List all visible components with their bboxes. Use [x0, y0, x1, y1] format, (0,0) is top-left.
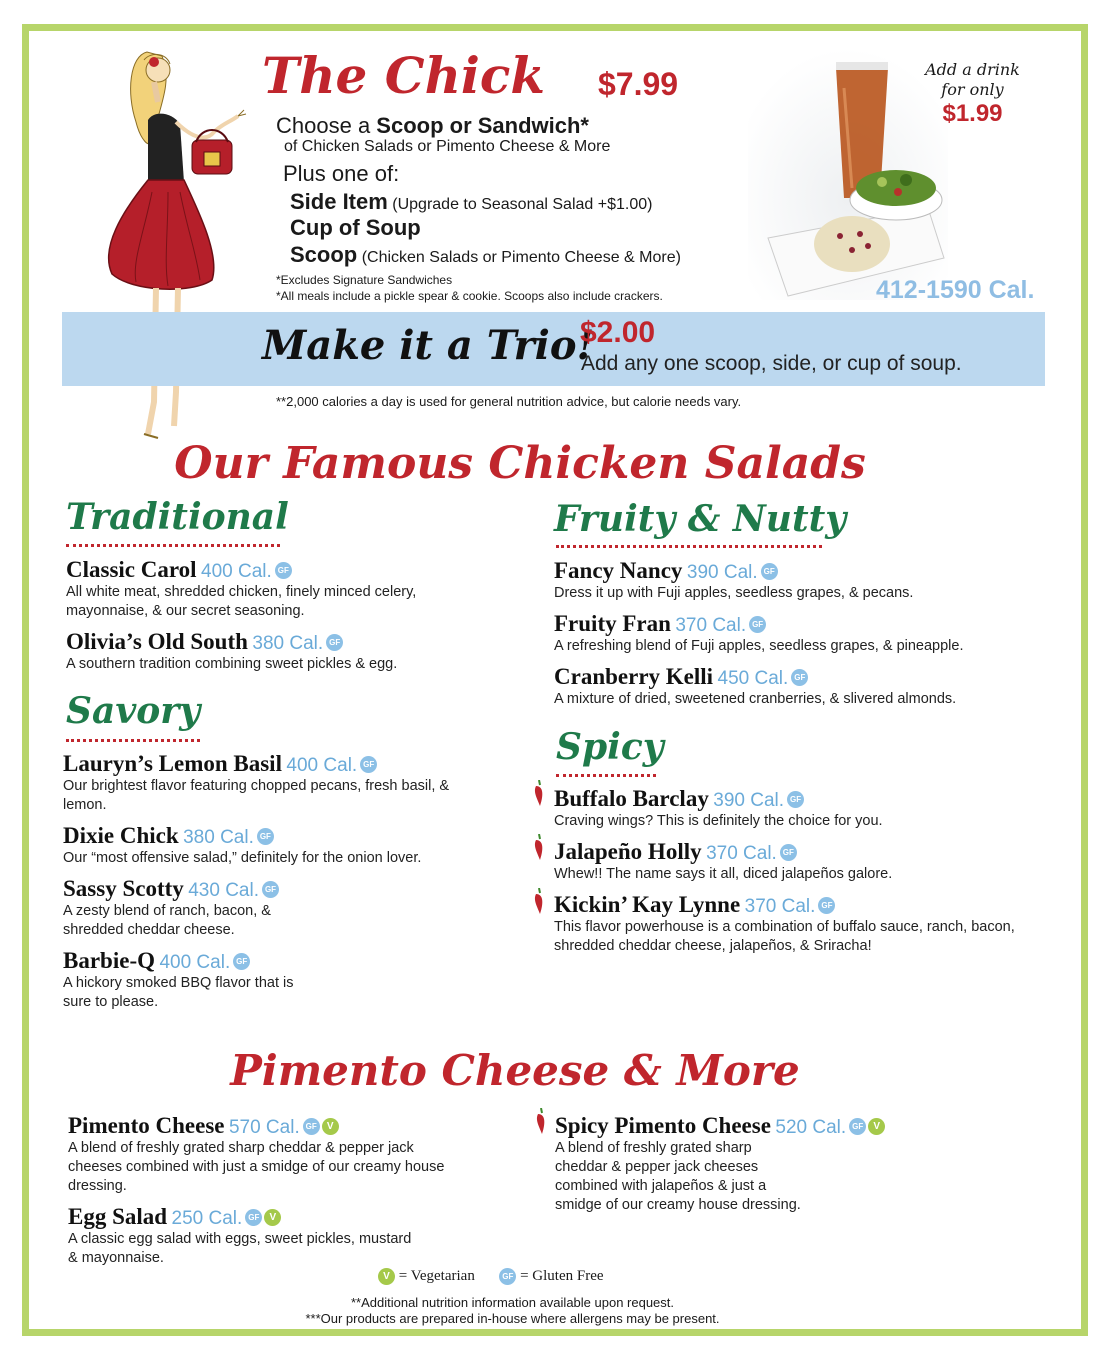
- choose-sub: of Chicken Salads or Pimento Cheese & More: [284, 138, 611, 155]
- item-name: Egg Salad: [68, 1204, 168, 1229]
- item-description: Craving wings? This is definitely the choice for you.: [554, 813, 883, 829]
- item-name: Lauryn’s Lemon Basil: [63, 751, 282, 776]
- item-fruity-fran: [554, 611, 1054, 656]
- calorie-note: **2,000 calories a day is used for general nutrition advice, but calorie needs vary.: [276, 394, 742, 409]
- gluten-free-icon: GF: [233, 953, 250, 970]
- gluten-free-icon: GF: [326, 634, 343, 651]
- item-name: Olivia’s Old South: [66, 629, 248, 654]
- item-fancy-nancy: [554, 558, 1054, 603]
- item-name: Dixie Chick: [63, 823, 179, 848]
- item-description: A zesty blend of ranch, bacon, & shredded cheddar cheese.: [63, 903, 271, 938]
- item-description: A blend of freshly grated sharp cheddar & pepper jack cheeses combined with just a smidge of our creamy house dressing.: [68, 1140, 445, 1194]
- footer: [0, 1295, 1025, 1327]
- combo-title: The Chick: [262, 46, 546, 105]
- trio-desc: Add any one scoop, side, or cup of soup.: [581, 352, 962, 375]
- item-name: Barbie-Q: [63, 948, 155, 973]
- option-name: Scoop: [290, 242, 358, 267]
- chili-pepper-icon: [533, 888, 545, 914]
- item-cranberry-kelli: [554, 664, 1054, 709]
- item-calories: 370 Cal.: [675, 615, 747, 636]
- footer-allergens: ***Our products are prepared in-house where allergens may be present.: [305, 1311, 720, 1326]
- trio-title: Make it a Trio!: [262, 322, 595, 369]
- option-note: (Upgrade to Seasonal Salad +$1.00): [392, 196, 653, 213]
- item-calories: 390 Cal.: [713, 790, 785, 811]
- item-dixie-chick: [63, 823, 513, 868]
- item-calories: 390 Cal.: [686, 562, 758, 583]
- legend-gluten-free: = Gluten Free: [520, 1268, 604, 1284]
- vegetarian-icon: V: [264, 1209, 281, 1226]
- item-calories: 380 Cal.: [252, 633, 324, 654]
- item-name: Classic Carol: [66, 557, 197, 582]
- item-name: Buffalo Barclay: [554, 786, 709, 811]
- gluten-free-icon: GF: [818, 897, 835, 914]
- trio-price: $2.00: [580, 316, 656, 349]
- option-name: Side Item: [290, 189, 388, 214]
- item-calories: 570 Cal.: [228, 1117, 300, 1138]
- savory-title: Savory: [66, 690, 201, 732]
- item-calories: 400 Cal.: [286, 755, 358, 776]
- chili-pepper-icon: [533, 834, 545, 860]
- item-name: Sassy Scotty: [63, 876, 184, 901]
- option-scoop: [290, 242, 681, 268]
- gluten-free-icon: GF: [257, 828, 274, 845]
- fruity-nutty-underline: [556, 545, 822, 548]
- item-description: A southern tradition combining sweet pickles & egg.: [66, 656, 398, 672]
- item-calories: 520 Cal.: [775, 1117, 847, 1138]
- gluten-free-icon: GF: [499, 1268, 516, 1285]
- combo-price: $7.99: [598, 66, 679, 102]
- item-sassy-scotty: [63, 876, 513, 940]
- legend-vegetarian: = Vegetarian: [398, 1268, 475, 1284]
- item-description: Our brightest flavor featuring chopped pecans, fresh basil, & lemon.: [63, 778, 450, 813]
- item-description: Our “most offensive salad,” definitely for the onion lover.: [63, 850, 422, 866]
- gluten-free-icon: GF: [245, 1209, 262, 1226]
- item-description: Whew!! The name says it all, diced jalapeños galore.: [554, 866, 893, 882]
- vegetarian-icon: V: [322, 1118, 339, 1135]
- item-calories: 370 Cal.: [744, 896, 816, 917]
- item-name: Pimento Cheese: [68, 1113, 225, 1138]
- gluten-free-icon: GF: [761, 563, 778, 580]
- item-calories: 400 Cal.: [201, 561, 272, 582]
- item-spicy-pimento-cheese: [555, 1113, 1025, 1215]
- chili-pepper-icon: [535, 1108, 547, 1134]
- item-calories: 380 Cal.: [183, 827, 254, 848]
- spicy-title: Spicy: [556, 726, 664, 768]
- choose-bold: Scoop or Sandwich*: [376, 113, 589, 138]
- option-side-item: [290, 189, 652, 215]
- footer-nutrition: **Additional nutrition information available upon request.: [350, 1295, 675, 1310]
- gluten-free-icon: GF: [749, 616, 766, 633]
- vegetarian-icon: V: [868, 1118, 885, 1135]
- item-name: Fruity Fran: [554, 611, 671, 636]
- savory-underline: [66, 739, 200, 742]
- choose-line: [276, 113, 589, 139]
- item-name: Jalapeño Holly: [554, 839, 702, 864]
- drink-offer: [910, 60, 1035, 128]
- spicy-underline: [556, 774, 656, 777]
- item-description: This flavor powerhouse is a combination of buffalo sauce, ranch, bacon, shredded cheddar cheese, jalapeños, & Sriracha!: [554, 919, 1015, 954]
- gluten-free-icon: GF: [262, 881, 279, 898]
- footnote-meals: *All meals include a pickle spear & cookie. Scoops also include crackers.: [276, 289, 663, 303]
- vegetarian-icon: V: [378, 1268, 395, 1285]
- traditional-title: Traditional: [66, 496, 289, 538]
- choose-prefix: Choose a: [276, 113, 377, 138]
- gluten-free-icon: GF: [780, 844, 797, 861]
- drink-line2: for only: [941, 80, 1004, 99]
- plus-one-of: Plus one of:: [283, 161, 400, 186]
- item-calories: 400 Cal.: [159, 952, 231, 973]
- item-name: Kickin’ Kay Lynne: [554, 892, 741, 917]
- drink-price: $1.99: [942, 100, 1003, 127]
- legend: [376, 1268, 604, 1285]
- gluten-free-icon: GF: [360, 756, 377, 773]
- item-calories: 430 Cal.: [188, 880, 259, 901]
- item-lauryns-lemon-basil: [63, 751, 513, 815]
- item-name: Spicy Pimento Cheese: [555, 1113, 771, 1138]
- drink-line1: Add a drink: [925, 60, 1020, 79]
- traditional-underline: [66, 544, 280, 547]
- gluten-free-icon: GF: [791, 669, 808, 686]
- item-description: A hickory smoked BBQ flavor that is sure to please.: [63, 975, 294, 1010]
- item-egg-salad: [68, 1204, 518, 1268]
- chicken-salads-heading: Our Famous Chicken Salads: [174, 438, 866, 489]
- item-jalapeno-holly: [554, 839, 1054, 884]
- item-name: Cranberry Kelli: [554, 664, 714, 689]
- gluten-free-icon: GF: [787, 791, 804, 808]
- combo-calories: 412-1590 Cal.: [876, 276, 1035, 304]
- item-barbie-q: [63, 948, 513, 1012]
- item-description: A refreshing blend of Fuji apples, seedless grapes, & pineapple.: [554, 638, 964, 654]
- item-buffalo-barclay: [554, 786, 1054, 831]
- footnote-excludes: *Excludes Signature Sandwiches: [276, 273, 453, 287]
- gluten-free-icon: GF: [849, 1118, 866, 1135]
- item-calories: 450 Cal.: [717, 668, 789, 689]
- fruity-nutty-title: Fruity & Nutty: [554, 498, 847, 540]
- option-cup-of-soup: [290, 215, 421, 241]
- item-calories: 250 Cal.: [171, 1208, 243, 1229]
- item-name: Fancy Nancy: [554, 558, 683, 583]
- item-classic-carol: [66, 557, 506, 621]
- item-description: A mixture of dried, sweetened cranberries, & slivered almonds.: [554, 691, 957, 707]
- item-calories: 370 Cal.: [706, 843, 777, 864]
- item-kickin-kay-lynne: [554, 892, 1054, 956]
- item-description: Dress it up with Fuji apples, seedless grapes, & pecans.: [554, 585, 914, 601]
- item-description: All white meat, shredded chicken, finely minced celery, mayonnaise, & our secret seasoning.: [66, 584, 417, 619]
- option-name: Cup of Soup: [290, 215, 421, 240]
- item-description: A classic egg salad with eggs, sweet pickles, mustard & mayonnaise.: [68, 1231, 412, 1266]
- gluten-free-icon: GF: [275, 562, 292, 579]
- item-pimento-cheese: [68, 1113, 518, 1196]
- chili-pepper-icon: [533, 780, 545, 806]
- gluten-free-icon: GF: [303, 1118, 320, 1135]
- pimento-heading: Pimento Cheese & More: [230, 1046, 800, 1095]
- item-description: A blend of freshly grated sharp cheddar & pepper jack cheeses combined with jalapeños & just a smidge of our creamy house dressing.: [555, 1140, 801, 1213]
- option-note: (Chicken Salads or Pimento Cheese & More): [361, 249, 681, 266]
- item-olivias-old-south: [66, 629, 506, 674]
